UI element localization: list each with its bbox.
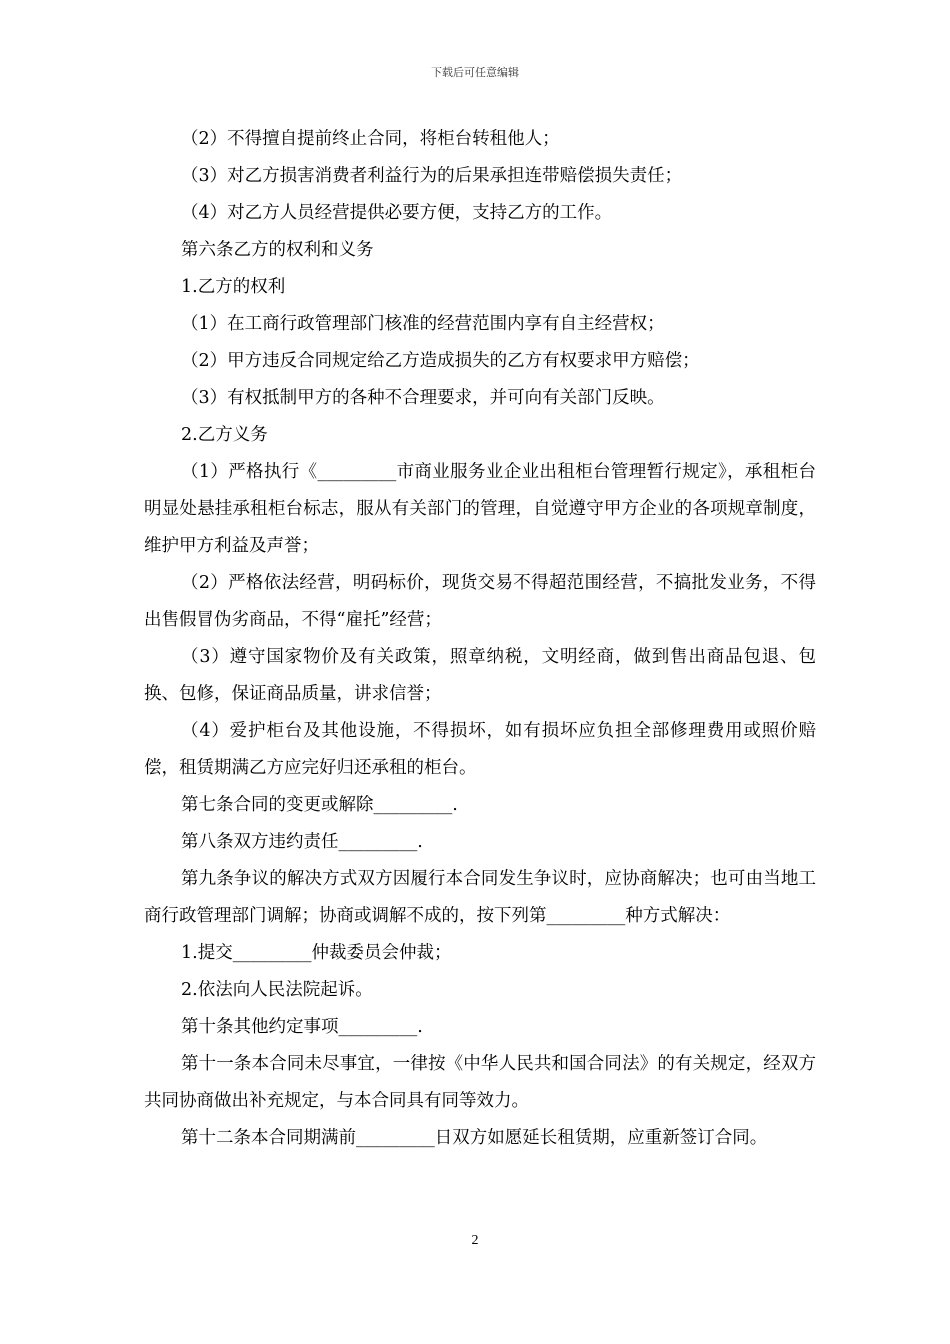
article-9: 第九条争议的解决方式双方因履行本合同发生争议时，应协商解决；也可由当地工商行政管理部门调解；协商或调解不成的，按下列第_________种方式解决： [144,869,816,926]
lessee-rights-heading: 1.乙方的权利 [181,277,286,297]
article-10: 第十条其他约定事项_________. [181,1017,423,1037]
paragraph-lessor-obligation-4: （4）对乙方人员经营提供必要方便，支持乙方的工作。 [181,203,613,223]
paragraph-lessee-obligation-4: （4）爱护柜台及其他设施，不得损坏，如有损坏应负担全部修理费用或照价赔偿，租赁期满乙方应完好归还承租的柜台。 [144,721,816,778]
dispute-option-2: 2.依法向人民法院起诉。 [181,980,373,1000]
page-header: 下载后可任意编辑 [431,66,519,79]
article-11: 第十一条本合同未尽事宜，一律按《中华人民共和国合同法》的有关规定，经双方共同协商做出补充规定，与本合同具有同等效力。 [144,1054,816,1111]
article-12: 第十二条本合同期满前_________日双方如愿延长租赁期，应重新签订合同。 [181,1128,768,1148]
paragraph-lessee-obligation-2: （2）严格依法经营，明码标价，现货交易不得超范围经营，不搞批发业务，不得出售假冒伪劣商品，不得“雇托”经营； [144,573,816,630]
paragraph-lessee-right-1: （1）在工商行政管理部门核准的经营范围内享有自主经营权； [181,314,665,334]
dispute-option-1: 1.提交_________仲裁委员会仲裁； [181,943,452,963]
article-7: 第七条合同的变更或解除_________. [181,795,458,815]
paragraph-lessee-obligation-1: （1）严格执行《_________市商业服务业企业出租柜台管理暂行规定》，承租柜台明显处悬挂承租柜台标志，服从有关部门的管理，自觉遵守甲方企业的各项规章制度，维护甲方利益及声誉； [144,462,816,556]
page-number: 2 [471,1233,479,1248]
paragraph-lessee-right-3: （3）有权抵制甲方的各种不合理要求，并可向有关部门反映。 [181,388,665,408]
article-8: 第八条双方违约责任_________. [181,832,423,852]
paragraph-lessor-obligation-3: （3）对乙方损害消费者利益行为的后果承担连带赔偿损失责任； [181,166,683,186]
lessee-obligations-heading: 2.乙方义务 [181,425,268,445]
article-6-heading: 第六条乙方的权利和义务 [181,240,374,260]
document-body [144,121,816,1157]
paragraph-lessee-obligation-3: （3）遵守国家物价及有关政策，照章纳税，文明经商，做到售出商品包退、包换、包修，保证商品质量，讲求信誉； [144,647,816,704]
paragraph-lessee-right-2: （2）甲方违反合同规定给乙方造成损失的乙方有权要求甲方赔偿； [181,351,700,371]
paragraph-lessor-obligation-2: （2）不得擅自提前终止合同，将柜台转租他人； [181,129,560,149]
